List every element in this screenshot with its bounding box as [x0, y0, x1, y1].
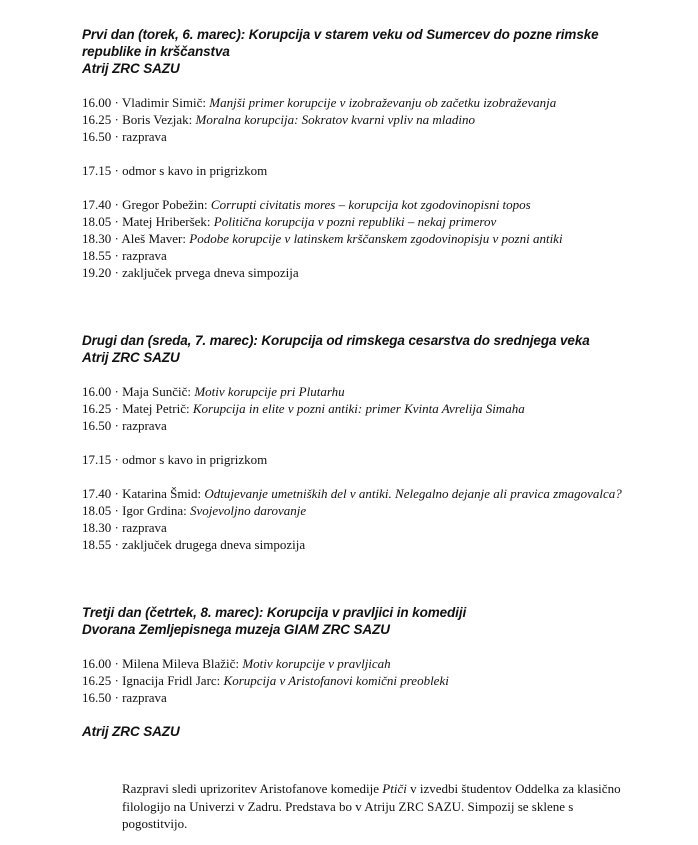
schedule-row: 16.50 · razprava [82, 690, 167, 705]
day2-title: Drugi dan (sreda, 7. marec): Korupcija od rimskega cesarstva do srednjega veka [82, 333, 590, 348]
schedule-row: 18.30 · razprava [82, 520, 167, 535]
schedule-row: 16.00 · Milena Mileva Blažič: Motiv korupcije v pravljicah [82, 656, 391, 671]
play-title: Ptiči [382, 781, 407, 796]
schedule-row: 16.25 · Matej Petrič: Korupcija in elite v pozni antiki: primer Kvinta Avrelija Simaha [82, 401, 525, 416]
schedule-row: 18.30 · Aleš Maver: Podobe korupcije v latinskem krščanskem zgodovinopisju v pozni antiki [82, 231, 563, 246]
schedule-row: 16.25 · Boris Vezjak: Moralna korupcija: Sokratov kvarni vpliv na mladino [82, 112, 475, 127]
day3-venue: Dvorana Zemljepisnega muzeja GIAM ZRC SAZU [82, 622, 390, 637]
schedule-row: 16.50 · razprava [82, 418, 167, 433]
schedule-row: 16.00 · Vladimir Simič: Manjši primer korupcije v izobraževanju ob začetku izobraževanja [82, 95, 557, 110]
performance-note: Razpravi sledi uprizoritev Aristofanove komedije Ptiči v izvedbi študentov Oddelka za klasično filologijo na Univerzi v Zadru. Predstava bo v Atriju ZRC SAZU. Simpozij se sklene s pogostitvijo. [122, 781, 621, 831]
schedule-row: 16.50 · razprava [82, 129, 167, 144]
schedule-row: 18.05 · Matej Hriberšek: Politična korupcija v pozni republiki – nekaj primerov [82, 214, 497, 229]
schedule-row: 17.15 · odmor s kavo in prigrizkom [82, 452, 268, 467]
schedule-row: 17.40 · Katarina Šmid: Odtujevanje umetniških del v antiki. Nelegalno dejanje ali pravica zmagovalca? [82, 486, 622, 501]
day2-venue: Atrij ZRC SAZU [82, 350, 180, 365]
schedule-row: 17.15 · odmor s kavo in prigrizkom [82, 163, 268, 178]
day1-venue: Atrij ZRC SAZU [82, 61, 180, 76]
day3-title: Tretji dan (četrtek, 8. marec): Korupcija v pravljici in komediji [82, 605, 467, 620]
schedule-row: 18.55 · razprava [82, 248, 167, 263]
program-document [82, 26, 642, 740]
day1-title: Prvi dan (torek, 6. marec): Korupcija v starem veku od Sumercev do pozne rimske republike in krščanstva [82, 27, 599, 59]
schedule-row: 18.55 · zaključek drugega dneva simpozija [82, 537, 306, 552]
schedule-row: 19.20 · zaključek prvega dneva simpozija [82, 265, 299, 280]
schedule-row: 18.05 · Igor Grdina: Svojevoljno darovanje [82, 503, 307, 518]
day3-venue-performance: Atrij ZRC SAZU [82, 724, 180, 739]
schedule-row: 16.25 · Ignacija Fridl Jarc: Korupcija v Aristofanovi komični preobleki [82, 673, 449, 688]
schedule-row: 16.00 · Maja Sunčič: Motiv korupcije pri Plutarhu [82, 384, 345, 399]
schedule-row: 17.40 · Gregor Pobežin: Corrupti civitatis mores – korupcija kot zgodovinopisni topos [82, 197, 531, 212]
